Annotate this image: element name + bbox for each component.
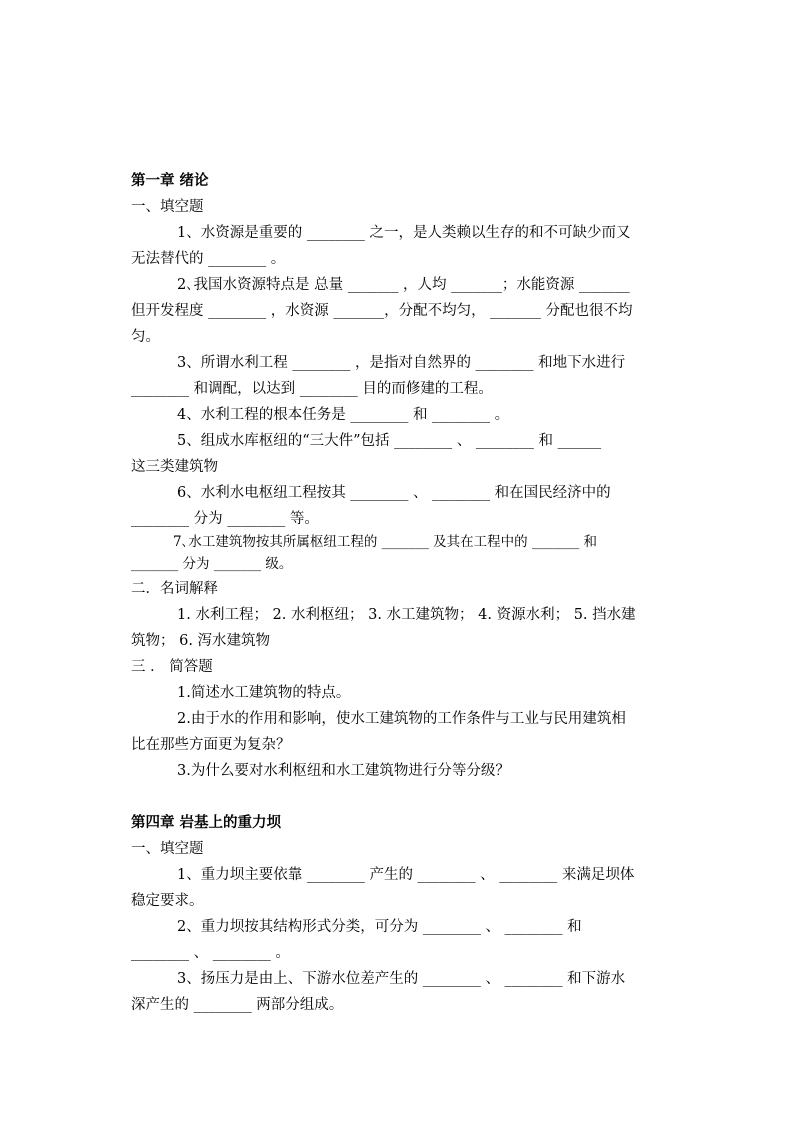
ch1-q5-line2: 这三类建筑物	[131, 459, 218, 475]
ch4-q3-line2: 深产生的 ________ 两部分组成。	[131, 997, 344, 1013]
ch1-terms-line1: 1. 水利工程； 2. 水利枢纽； 3. 水工建筑物； 4. 资源水利； 5. 挡水建	[177, 607, 636, 623]
chapter-1-section-fill-blank: 一、填空题	[131, 199, 204, 215]
ch1-q6-line1: 6、水利水电枢纽工程按其 ________ 、 ________ 和在国民经济中的	[177, 485, 611, 501]
ch1-q2-line3: 匀。	[131, 329, 160, 345]
chapter-4-section-fill-blank: 一、填空题	[131, 841, 204, 857]
ch1-q2-line2: 但开发程度 ________ ，水资源 _______，分配不均匀， _______ 分配也很不均	[131, 303, 633, 319]
ch4-q2-line1: 2、重力坝按其结构形式分类，可分为 ________ 、 ________ 和	[177, 919, 582, 935]
chapter-1-title: 第一章 绪论	[131, 172, 209, 189]
ch1-q3-line2: ________ 和调配，以达到 ________ 目的而修建的工程。	[131, 381, 493, 397]
ch1-q3-line1: 3、所谓水利工程 ________ ，是指对自然界的 ________ 和地下水进行	[177, 355, 626, 371]
ch4-q3-line1: 3、扬压力是由上、下游水位差产生的 ________ 、 ________ 和下游水	[177, 971, 626, 987]
ch1-q1-line2: 无法替代的 ________ 。	[131, 251, 286, 267]
ch1-q1-line1: 1、水资源是重要的 ________ 之一，是人类赖以生存的和不可缺少而又	[177, 225, 631, 241]
ch1-q7-line1: 7､水工建筑物按其所属枢纽工程的 _______ 及其在工程中的 _______ 和	[173, 534, 598, 550]
chapter-1-section-terms: 二．名词解释	[131, 581, 218, 597]
chapter-4-title: 第四章 岩基上的重力坝	[131, 814, 282, 831]
ch1-q6-line2: ________ 分为 ________ 等。	[131, 511, 319, 527]
chapter-gap	[131, 784, 674, 810]
ch1-s2-line2: 比在那些方面更为复杂？	[131, 737, 291, 753]
ch1-terms-line2: 筑物； 6. 泻水建筑物	[131, 633, 271, 649]
ch1-q5-line1: 5、组成水库枢纽的“三大件”包括 ________ 、 ________ 和 ______	[177, 433, 602, 449]
ch1-q2-line1: 2､我国水资源特点是 总量 _______ ，人均 _______；水能资源 _______	[177, 277, 630, 293]
ch1-s1: 1.简述水工建筑物的特点。	[177, 685, 351, 701]
ch1-s3: 3.为什么要对水利枢纽和水工建筑物进行分等分级？	[177, 763, 510, 779]
ch4-q1-line1: 1、重力坝主要依靠 ________ 产生的 ________ 、 ________ 来满足坝体	[177, 867, 635, 883]
ch1-s2-line1: 2.由于水的作用和影响，使水工建筑物的工作条件与工业与民用建筑相	[177, 711, 626, 727]
ch4-q1-line2: 稳定要求。	[131, 893, 204, 909]
ch1-q7-line2: _______ 分为 _______ 级。	[131, 556, 293, 572]
chapter-1-section-short-answer: 三 ． 简答题	[131, 659, 213, 675]
ch4-q2-line2: ________ 、 ________ 。	[131, 945, 290, 961]
ch1-q4: 4、水利工程的根本任务是 ________ 和 ________ 。	[177, 407, 510, 423]
document-body	[131, 168, 674, 1018]
